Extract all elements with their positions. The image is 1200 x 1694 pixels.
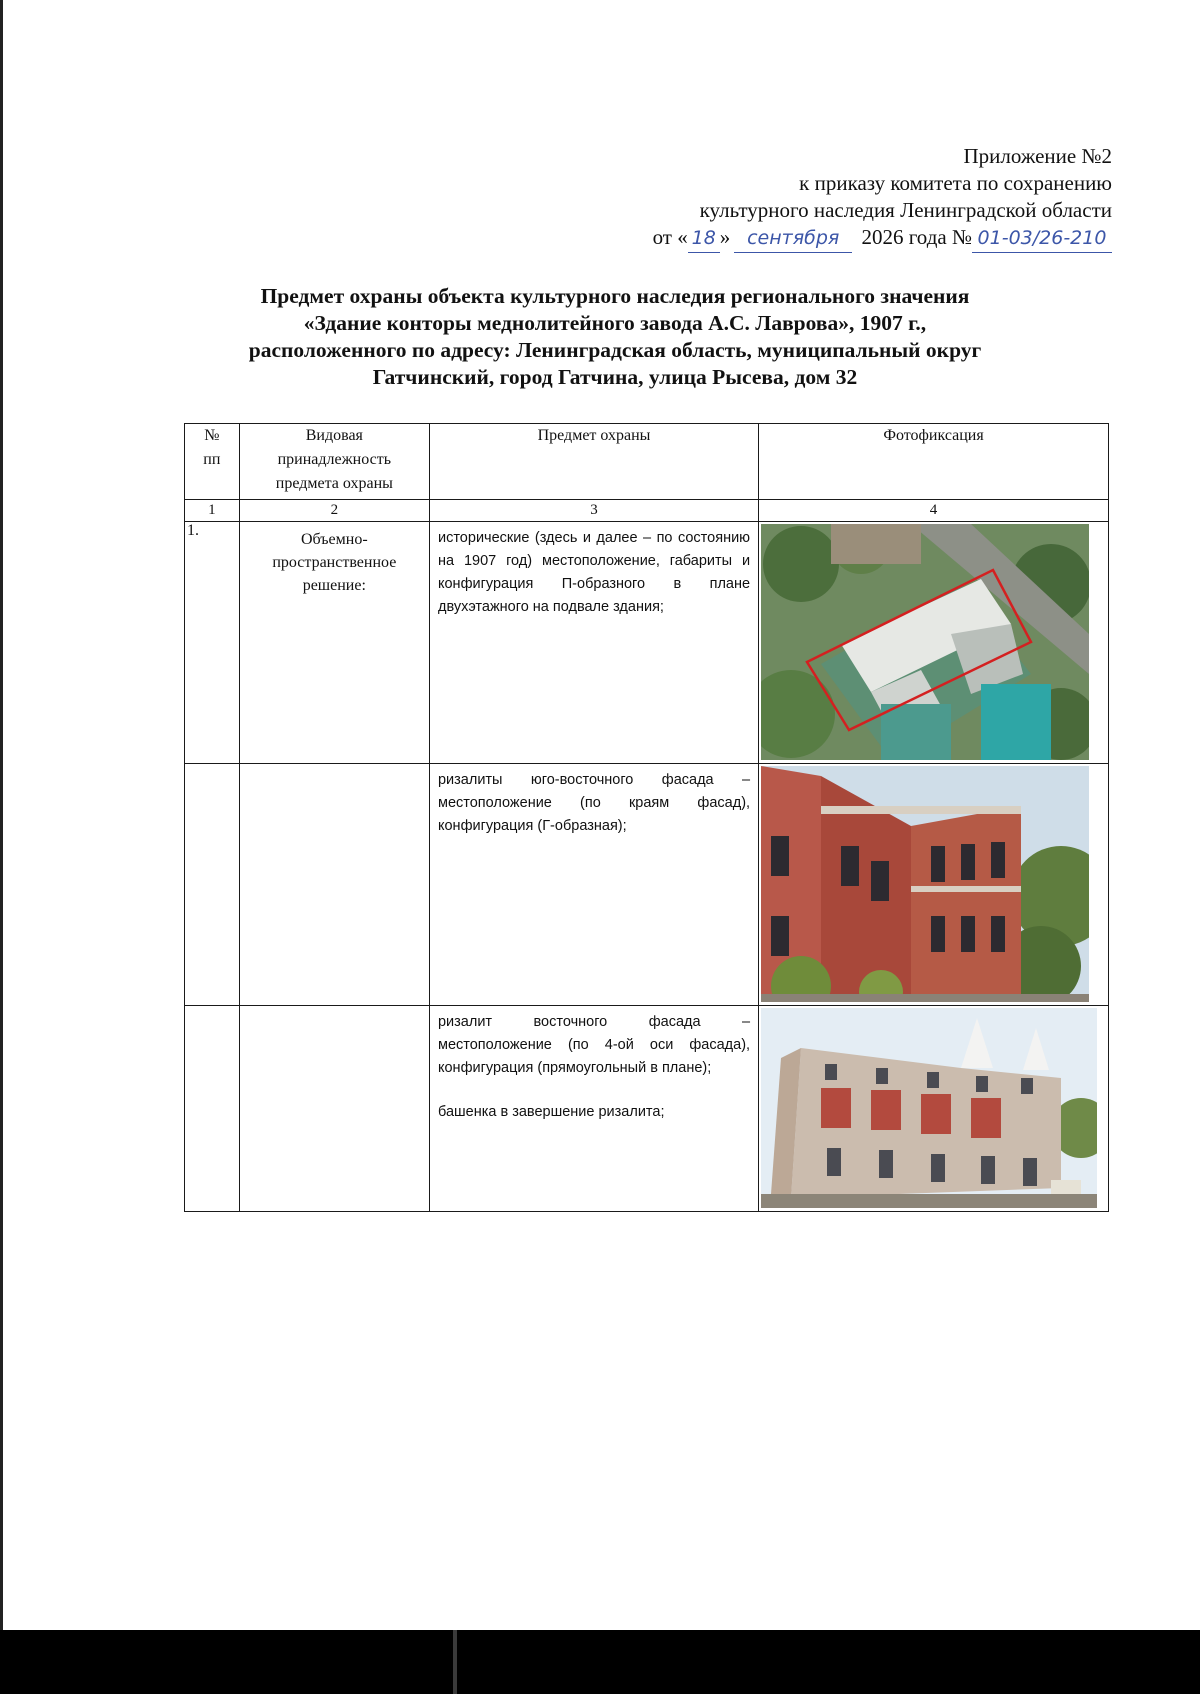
aerial-photo <box>759 522 1109 764</box>
appendix-header <box>653 143 1112 253</box>
order-prefix: от « <box>652 225 688 249</box>
building-photo <box>759 1006 1109 1212</box>
header-kind <box>239 424 429 500</box>
kind-line-3: решение: <box>302 577 366 594</box>
subject-paragraph: ризалит восточного фасада – местоположение (по 4-ой оси фасада), конфигурация (прямоугольный в плане); <box>437 1014 751 1076</box>
row-subject <box>429 764 758 1006</box>
header-num-line-2: пп <box>203 451 221 468</box>
appendix-line-1: Приложение №2 <box>963 144 1112 168</box>
subject-paragraph: ризалиты юго-восточного фасада – местоположение (по краям фасад), конфигурация (Г-образная); <box>437 772 751 834</box>
kind-line-2: пространственное <box>272 554 397 571</box>
protection-table <box>184 423 1109 1212</box>
table-header-row <box>185 424 1109 500</box>
header-num <box>185 424 240 500</box>
title-line-3: расположенного по адресу: Ленинградская область, муниципальный округ <box>248 338 982 362</box>
kind-line-1: Объемно- <box>300 531 368 548</box>
scan-edge <box>0 0 3 1694</box>
title-line-4: Гатчинский, город Гатчина, улица Рысева, дом 32 <box>372 365 858 389</box>
facade-photo <box>759 764 1109 1006</box>
header-num-line-1: № <box>204 427 220 444</box>
subject-paragraph: башенка в завершение ризалита; <box>437 1104 665 1120</box>
order-day: 18 <box>688 225 720 253</box>
order-number: 01-03/26-210 <box>972 225 1112 253</box>
header-kind-line-3: предмета охраны <box>275 475 393 492</box>
column-numbers-row <box>185 500 1109 522</box>
column-number: 1 <box>185 500 240 522</box>
row-subject <box>429 522 758 764</box>
order-line <box>653 224 1112 253</box>
appendix-line-3: культурного наследия Ленинградской области <box>699 198 1112 222</box>
column-number: 4 <box>759 500 1109 522</box>
table-row <box>185 764 1109 1006</box>
scan-border-bottom <box>0 1630 1200 1694</box>
row-kind-empty <box>239 1006 429 1212</box>
header-subject: Предмет охраны <box>429 424 758 500</box>
row-kind <box>239 522 429 764</box>
row-number <box>185 1006 240 1212</box>
order-mid: » <box>719 225 731 249</box>
subject-paragraph: исторические (здесь и далее – по состоянию на 1907 год) местоположение, габариты и конфигурация П-образного в плане двухэтажного на подвале здания; <box>437 530 751 615</box>
header-kind-line-1: Видовая <box>305 427 363 444</box>
title-line-2: «Здание конторы меднолитейного завода А.С. Лаврова», 1907 г., <box>303 311 927 335</box>
appendix-line-2: к приказу комитета по сохранению <box>799 171 1112 195</box>
column-number: 2 <box>239 500 429 522</box>
order-year: 2026 года № <box>861 225 972 249</box>
table-row <box>185 522 1109 764</box>
order-month: сентября <box>734 225 852 253</box>
document-title <box>150 283 1080 391</box>
row-kind-empty <box>239 764 429 1006</box>
building-photo-image <box>761 1008 1097 1208</box>
row-number <box>185 764 240 1006</box>
table-row <box>185 1006 1109 1212</box>
title-line-1: Предмет охраны объекта культурного наследия регионального значения <box>260 284 970 308</box>
header-kind-line-2: принадлежность <box>277 451 392 468</box>
row-number: 1. <box>185 522 240 764</box>
header-photo: Фотофиксация <box>759 424 1109 500</box>
aerial-photo-image <box>761 524 1089 760</box>
column-number: 3 <box>429 500 758 522</box>
scan-border-gap <box>453 1630 457 1694</box>
facade-photo-image <box>761 766 1089 1002</box>
row-subject <box>429 1006 758 1212</box>
